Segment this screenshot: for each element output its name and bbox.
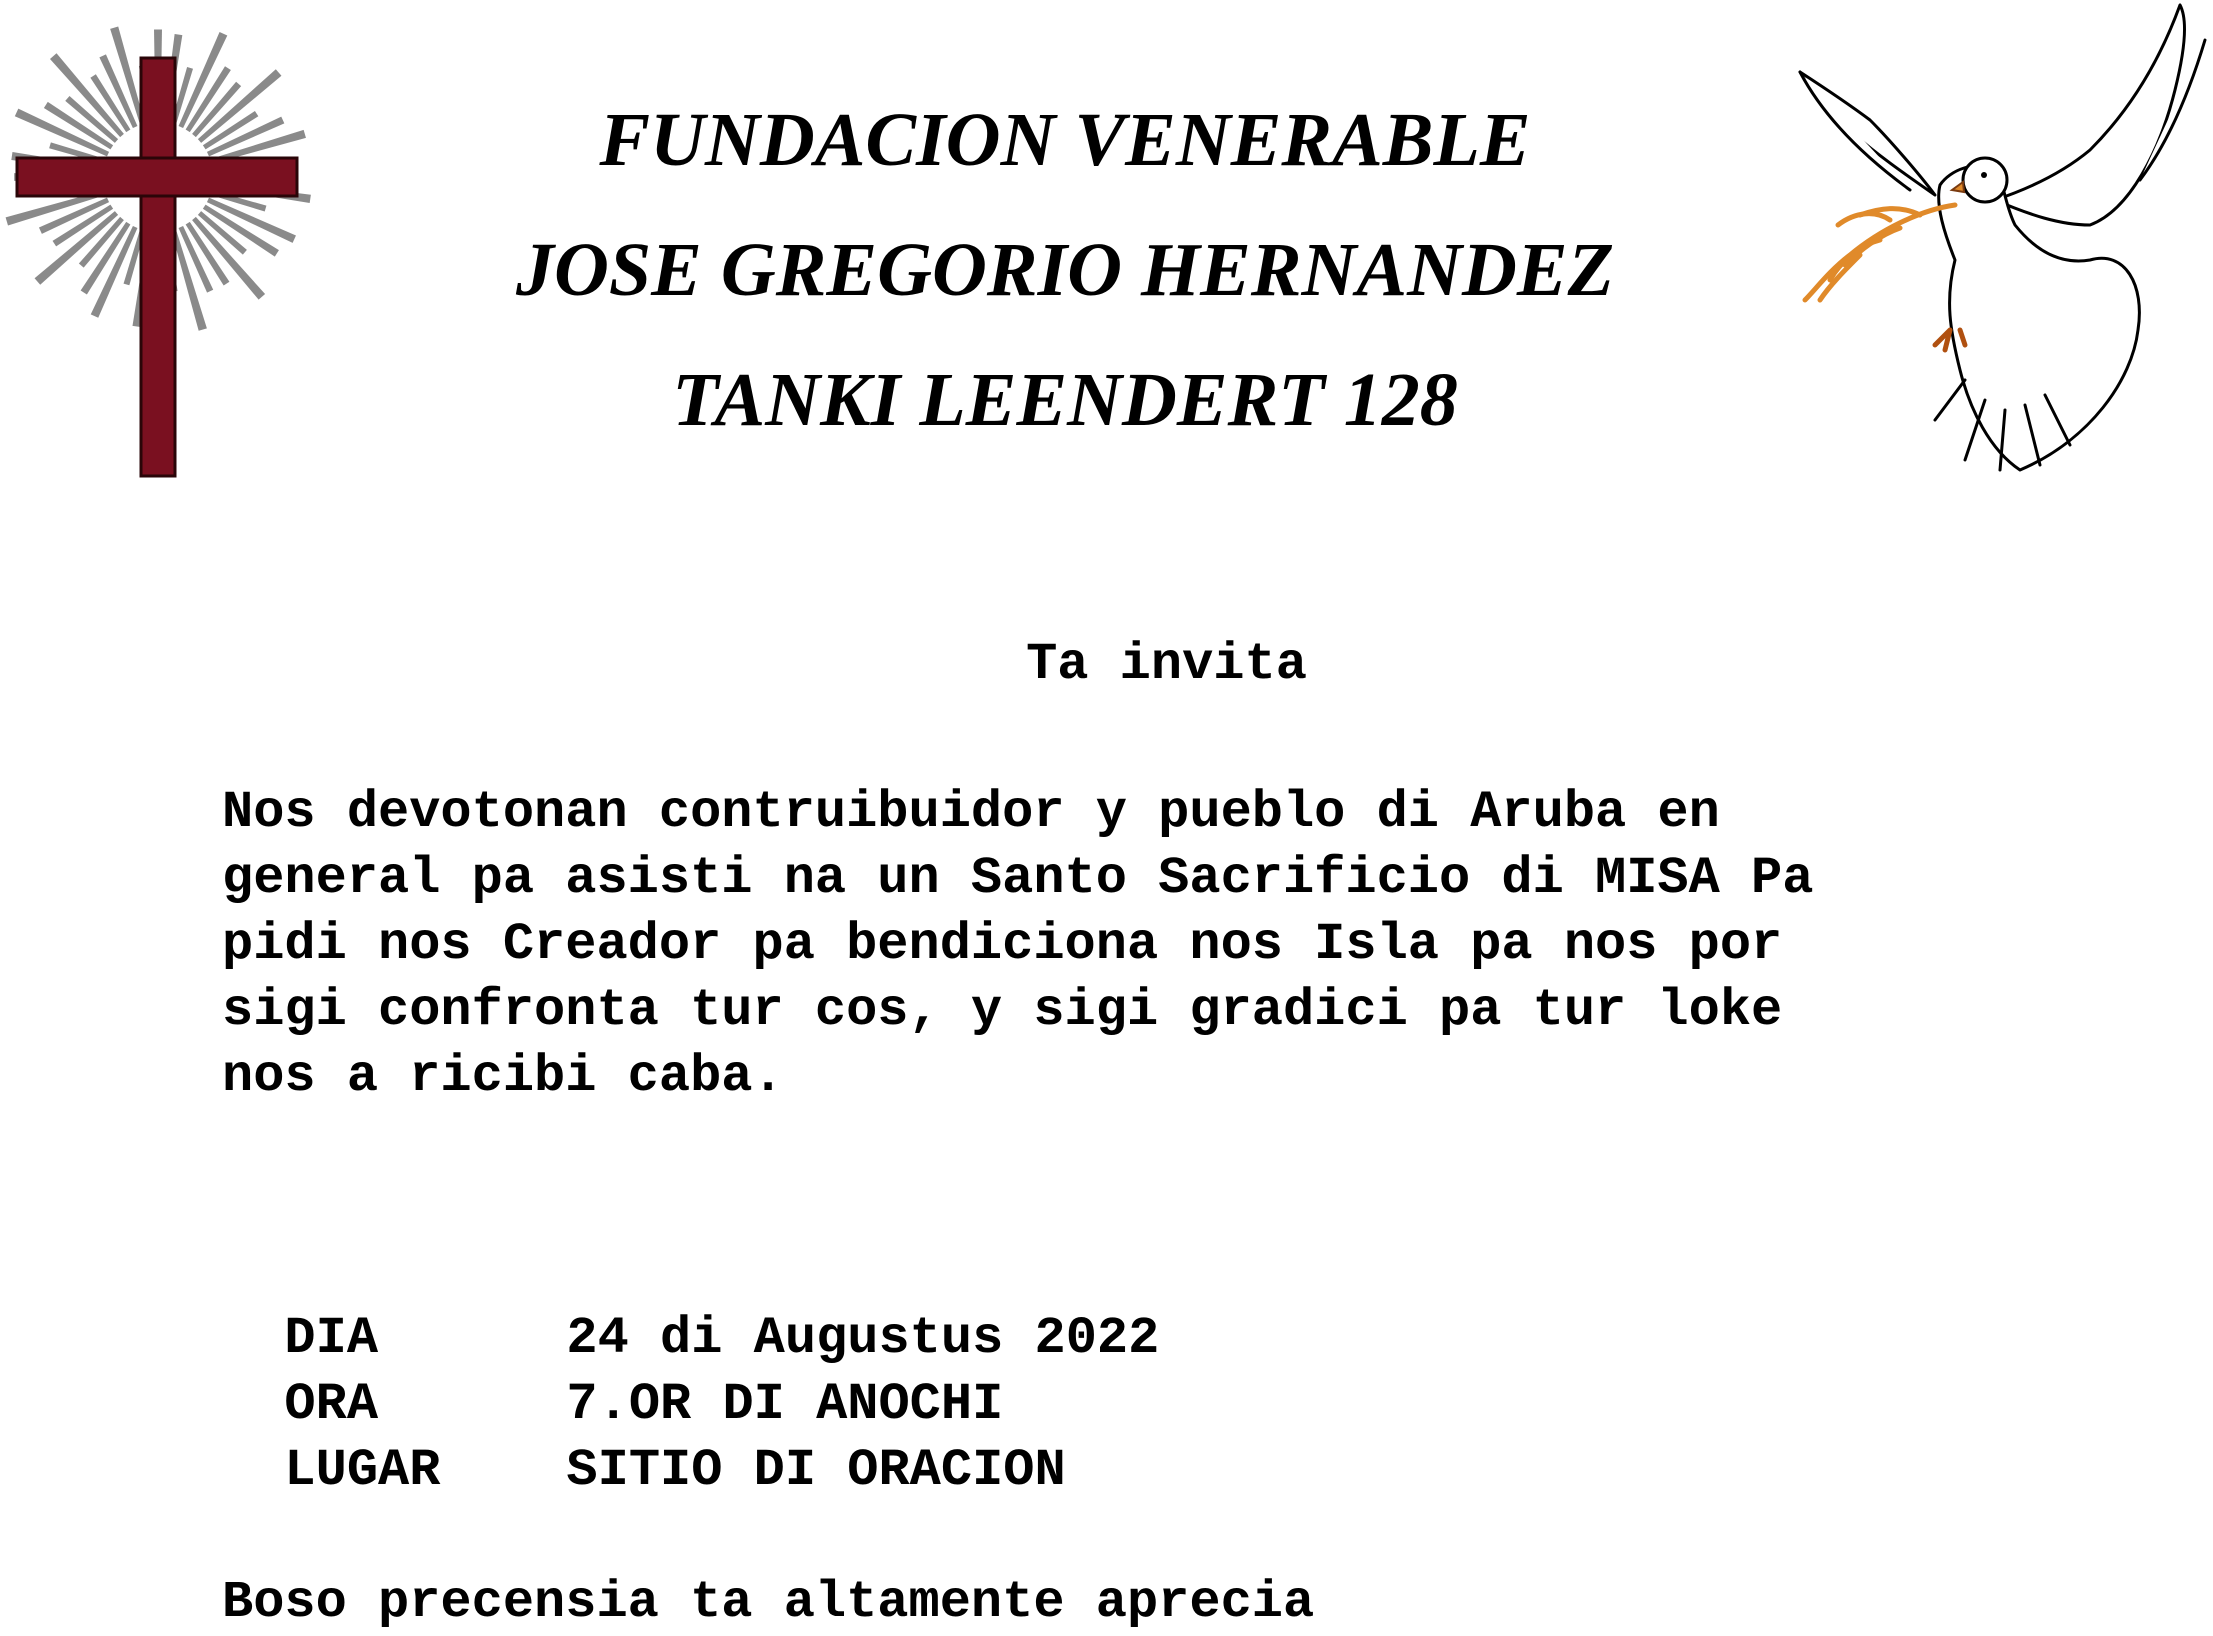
body-line: Nos devotonan contruibuidor y pueblo di Aruba en — [222, 783, 1720, 842]
ray — [198, 69, 282, 143]
closing-line: Boso precensia ta altamente aprecia — [222, 1573, 1315, 1632]
body-line: sigi confronta tur cos, y sigi gradici pa tur loke — [222, 981, 1783, 1040]
detail-label: LUGAR — [284, 1441, 441, 1500]
ray — [50, 53, 124, 137]
subtitle: Ta invita — [1026, 635, 1307, 694]
detail-value: SITIO DI ORACION — [566, 1441, 1066, 1500]
header-line-1: FUNDACION VENERABLE — [599, 98, 1531, 182]
detail-label: ORA — [284, 1375, 379, 1434]
body-line: pidi nos Creador pa bendiciona nos Isla pa nos por — [222, 915, 1783, 974]
ray — [35, 211, 119, 285]
cross-icon — [0, 0, 330, 480]
header-line-3: TANKI LEENDERT 128 — [672, 358, 1458, 442]
header-line-2: JOSE GREGORIO HERNANDEZ — [516, 228, 1614, 312]
body-line: general pa asisti na un Santo Sacrificio di MISA Pa — [222, 849, 1814, 908]
dove-icon — [1760, 0, 2213, 480]
detail-label: DIA — [284, 1309, 379, 1368]
detail-row-lugar — [222, 1372, 1066, 1504]
detail-value: 24 di Augustus 2022 — [566, 1309, 1160, 1368]
detail-value: 7.OR DI ANOCHI — [566, 1375, 1004, 1434]
ray — [192, 217, 265, 300]
body-line: nos a ricibi caba. — [222, 1047, 784, 1106]
